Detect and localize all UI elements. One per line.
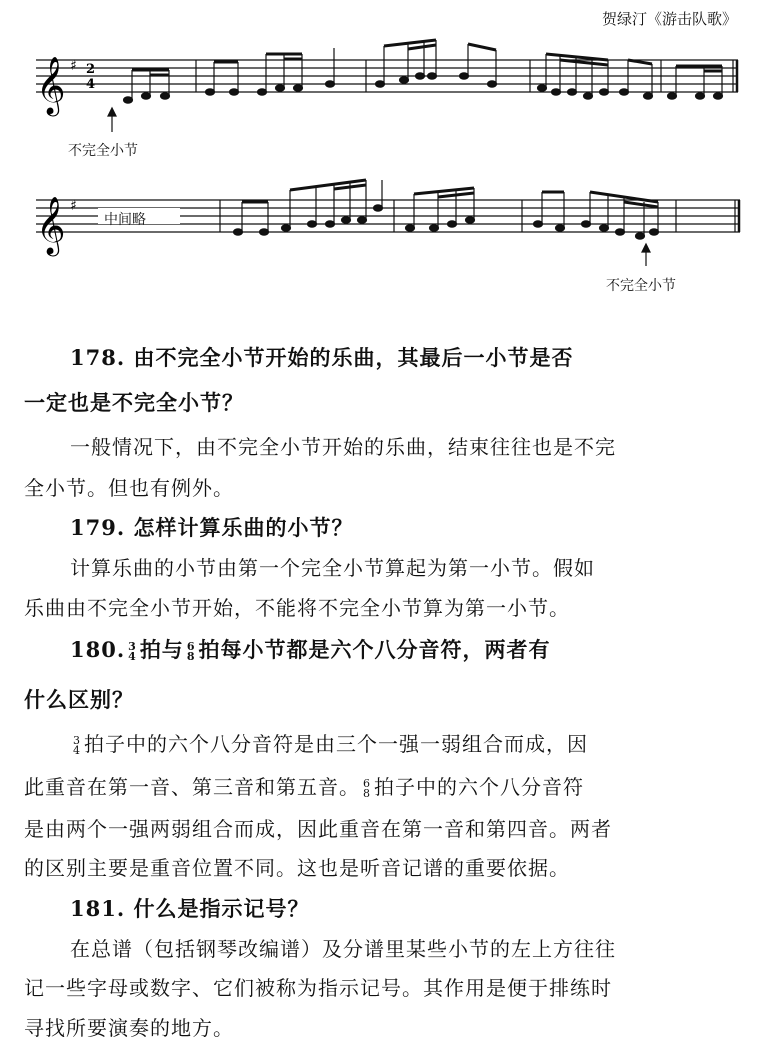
answer-180-line4: 的区别主要是重音位置不同。这也是听音记谱的重要依据。: [24, 856, 570, 880]
question-178-line2: 一定也是不完全小节？: [24, 390, 244, 415]
time-sig-6-8: 6 8: [186, 639, 196, 663]
treble-clef-icon: [36, 56, 66, 117]
answer-180-line3: 是由两个一强两弱组合而成，因此重音在第一音和第四音。两者: [24, 817, 612, 841]
music-staff-1: [0, 40, 771, 130]
attribution: 贺绿汀《游击队歌》: [601, 10, 737, 28]
answer-180-line2: 此重音在第一音、第三音和第五音。 6 8 拍子中的六个八分音符: [24, 775, 584, 800]
time-signature-top: 2: [86, 62, 96, 77]
arrow-up-icon-1: [108, 108, 116, 132]
caption-incomplete-bar-1: 不完全小节: [68, 143, 138, 159]
question-180-number: 180.: [70, 637, 126, 662]
answer-178-line2: 全小节。但也有例外。: [24, 476, 234, 500]
question-180-line2: 什么区别？: [24, 687, 134, 712]
answer-179-line2: 乐曲由不完全小节开始，不能将不完全小节算为第一小节。: [24, 596, 570, 620]
answer-179-line1: 计算乐曲的小节由第一个完全小节算起为第一小节。假如: [70, 556, 595, 580]
answer-181-line1: 在总谱（包括钢琴改编谱）及分谱里某些小节的左上方往往: [70, 937, 616, 961]
key-signature-sharp: ♯: [70, 58, 77, 74]
time-sig-3-4: 3 4: [73, 733, 81, 757]
treble-clef-icon: 𝄞: [36, 196, 66, 254]
caption-incomplete-bar-2: 不完全小节: [606, 278, 676, 294]
question-181: 181. 什么是指示记号？: [70, 896, 310, 921]
svg-text:♯: ♯: [70, 198, 77, 214]
time-signature-bottom: 4: [86, 77, 96, 92]
time-sig-3-4: 3 4: [128, 639, 137, 663]
question-180-line1: 180. 3 4 拍与 6 8 拍每小节都是六个八分音符，两者有: [70, 637, 551, 663]
time-sig-6-8: 6 8: [363, 776, 371, 800]
arrow-up-icon-2: [642, 244, 650, 266]
answer-178-line1: 一般情况下，由不完全小节开始的乐曲，结束往往也是不完: [70, 435, 616, 459]
answer-181-line3: 寻找所要演奏的地方。: [24, 1016, 234, 1040]
answer-181-line2: 记一些字母或数字、它们被称为指示记号。其作用是便于排练时: [24, 976, 612, 1000]
notes-1: [124, 40, 723, 103]
svg-text:𝄞: 𝄞: [36, 56, 66, 114]
notes-2: [234, 180, 659, 239]
question-179: 179. 怎样计算乐曲的小节？: [70, 515, 354, 540]
question-178-line1: 178. 由不完全小节开始的乐曲，其最后一小节是否: [70, 345, 574, 370]
omission-label: 中间略: [104, 212, 146, 228]
answer-180-line1: 3 4 拍子中的六个八分音符是由三个一强一弱组合而成，因: [73, 732, 588, 757]
